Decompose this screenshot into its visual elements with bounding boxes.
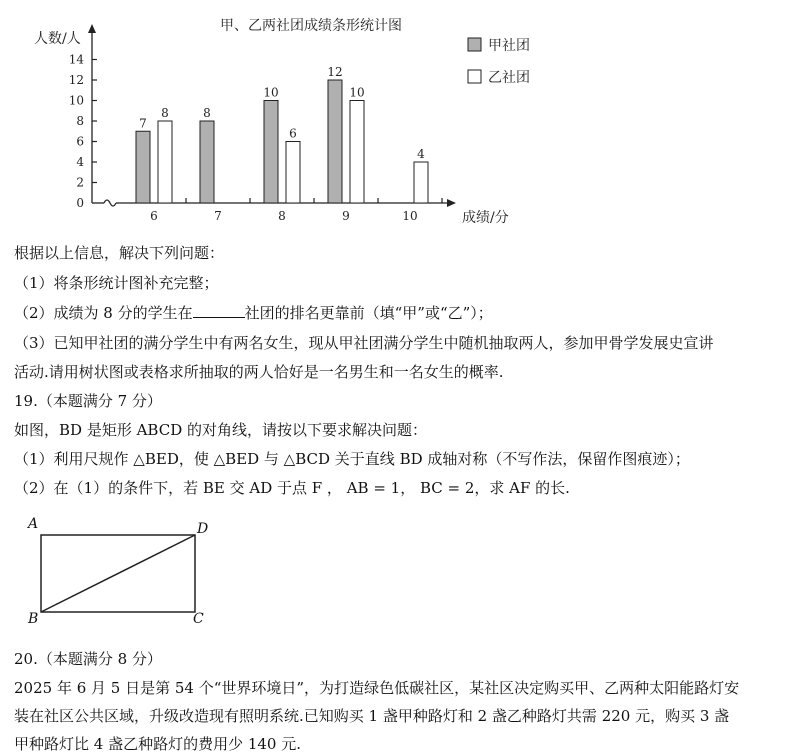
rectangle-figure [20, 515, 220, 630]
legend-swatch-yi [468, 70, 481, 83]
y-tick-label: 2 [76, 175, 84, 190]
bar-value-label: 8 [161, 106, 169, 120]
y-axis-label: 人数/人 [34, 31, 81, 47]
y-tick-label: 12 [68, 73, 84, 87]
bar-yi-6 [158, 121, 172, 203]
x-tick-label: 9 [342, 209, 350, 223]
q19-intro: 如图，BD 是矩形 ABCD 的对角线，请按以下要求解决问题： [14, 421, 427, 439]
legend-swatch-jia [468, 38, 481, 51]
bar-chart [0, 0, 560, 235]
bar-yi-10 [414, 162, 428, 203]
vertex-c: C [193, 611, 204, 627]
y-tick-label: 0 [76, 196, 84, 210]
diagonal-bd [41, 535, 195, 612]
y-tick-label: 10 [68, 93, 84, 108]
q19-part1: （1）利用尺规作 △BED，使 △BED 与 △BCD 关于直线 BD 成轴对称（不写作法，保留作图痕迹）； [14, 450, 690, 468]
bar-jia-6 [136, 131, 150, 203]
chart-title: 甲、乙两社团成绩条形统计图 [220, 18, 402, 34]
q18-part3-cont: 活动.请用树状图或表格求所抽取的两人恰好是一名男生和一名女生的概率. [14, 363, 504, 381]
q20-line1: 2025 年 6 月 5 日是第 54 个“世界环境日”，为打造绿色低碳社区，某社区决定购买甲、乙两种太阳能路灯安 [14, 679, 740, 697]
y-tick-label: 6 [76, 134, 84, 149]
q20-line3: 甲种路灯比 4 盏乙种路灯的费用少 140 元. [14, 735, 302, 753]
intro-line: 根据以上信息，解决下列问题： [14, 244, 225, 262]
x-axis-break [104, 200, 116, 206]
x-axis-arrow [447, 199, 456, 207]
q18-part2 [14, 303, 493, 323]
y-tick-label: 14 [68, 52, 84, 67]
vertex-a: A [28, 516, 39, 532]
q18-part3: （3）已知甲社团的满分学生中有两名女生，现从甲社团满分学生中随机抽取两人，参加甲骨学发展史宣讲 [14, 334, 714, 352]
q19-part2: （2）在（1）的条件下，若 BE 交 AD 于点 F ， AB = 1， BC = 2，求 AF 的长. [14, 479, 570, 497]
answer-blank[interactable] [193, 303, 245, 318]
y-tick-label: 8 [76, 114, 84, 128]
bar-value-label: 8 [203, 106, 211, 120]
bar-value-label: 7 [139, 116, 147, 131]
y-axis-arrow [88, 24, 96, 33]
bar-value-label: 4 [417, 147, 425, 161]
q18-part2-a: （2）成绩为 8 分的学生在 [14, 304, 193, 322]
x-axis-label: 成绩/分 [462, 210, 509, 226]
q20-heading: 20.（本题满分 8 分） [14, 650, 162, 668]
bar-yi-8 [286, 142, 300, 204]
bar-value-label: 12 [327, 65, 343, 79]
q18-part2-b: 社团的排名更靠前（填“甲”或“乙”）； [244, 304, 493, 322]
x-tick-label: 6 [150, 209, 158, 223]
bar-jia-7 [200, 121, 214, 203]
x-tick-label: 7 [214, 209, 222, 223]
bar-value-label: 10 [349, 85, 365, 100]
legend-label-yi: 乙社团 [488, 70, 530, 86]
bar-jia-8 [264, 101, 278, 204]
y-tick-label: 4 [76, 155, 84, 169]
legend-label-jia: 甲社团 [488, 38, 530, 54]
bar-jia-9 [328, 80, 342, 203]
vertex-d: D [197, 521, 209, 537]
bar-value-label: 10 [263, 85, 279, 100]
x-tick-label: 8 [278, 209, 286, 223]
vertex-b: B [28, 611, 39, 627]
q19-heading: 19.（本题满分 7 分） [14, 392, 162, 410]
q18-part1: （1）将条形统计图补充完整； [14, 274, 219, 292]
bar-value-label: 6 [289, 126, 297, 141]
q20-line2: 装在社区公共区域，升级改造现有照明系统.已知购买 1 盏甲种路灯和 2 盏乙种路灯共需 220 元，购买 3 盏 [14, 707, 730, 725]
x-tick-label: 10 [402, 209, 418, 223]
bar-yi-9 [350, 101, 364, 204]
